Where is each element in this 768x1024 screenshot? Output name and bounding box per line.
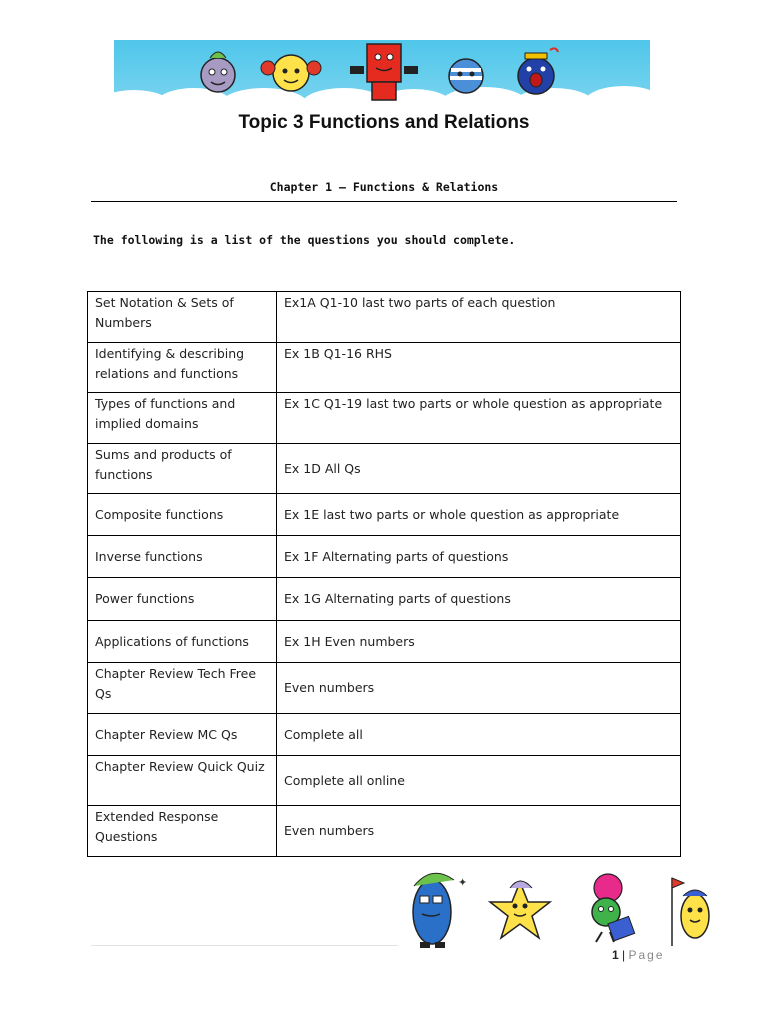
character-yellow-star	[490, 881, 550, 938]
topic-cell: Composite functions	[88, 494, 277, 536]
character-purple	[201, 52, 235, 92]
character-yellow-flag	[672, 878, 709, 946]
table-row	[88, 756, 681, 806]
topic-cell: Chapter Review Tech Free Qs	[88, 663, 277, 714]
topic-cell: Extended Response Questions	[88, 806, 277, 857]
task-cell: Ex 1C Q1-19 last two parts or whole question as appropriate	[277, 393, 681, 444]
chapter-heading: Chapter 1 – Functions & Relations	[269, 180, 499, 194]
page-separator: |	[622, 948, 626, 962]
table-row	[88, 663, 681, 714]
task-cell: Ex 1G Alternating parts of questions	[277, 578, 681, 621]
task-cell: Ex 1D All Qs	[277, 444, 681, 494]
table-row	[88, 343, 681, 393]
page-number: 1	[612, 948, 619, 962]
page-title: Topic 3 Functions and Relations	[238, 112, 530, 133]
heading-divider	[91, 201, 677, 202]
task-cell: Even numbers	[277, 806, 681, 857]
header-banner-image	[114, 40, 650, 112]
topic-cell: Identifying & describing relations and functions	[88, 343, 277, 393]
task-cell: Even numbers	[277, 663, 681, 714]
character-dark-blue	[518, 48, 558, 94]
table-row	[88, 578, 681, 621]
topic-cell: Power functions	[88, 578, 277, 621]
character-blue-tall	[413, 873, 467, 948]
task-cell: Ex1A Q1-10 last two parts of each question	[277, 292, 681, 343]
task-cell: Complete all	[277, 714, 681, 756]
topic-cell: Sums and products of functions	[88, 444, 277, 494]
character-yellow	[261, 55, 321, 91]
table-row	[88, 536, 681, 578]
table-row	[88, 806, 681, 857]
footer-divider	[91, 945, 398, 946]
table-row	[88, 393, 681, 444]
topic-cell: Inverse functions	[88, 536, 277, 578]
page-number-footer	[612, 948, 665, 962]
topic-cell: Set Notation & Sets of Numbers	[88, 292, 277, 343]
table-row	[88, 621, 681, 663]
task-cell: Ex 1E last two parts or whole question as appropriate	[277, 494, 681, 536]
task-cell: Ex 1H Even numbers	[277, 621, 681, 663]
topic-cell: Chapter Review Quick Quiz	[88, 756, 277, 806]
task-cell: Complete all online	[277, 756, 681, 806]
table-row	[88, 292, 681, 343]
svg-text:✦: ✦	[458, 876, 468, 889]
topic-cell: Applications of functions	[88, 621, 277, 663]
page-word: Page	[628, 948, 665, 962]
footer-characters-image	[400, 866, 730, 956]
task-cell: Ex 1F Alternating parts of questions	[277, 536, 681, 578]
question-table	[87, 291, 681, 857]
intro-text: The following is a list of the questions you should complete.	[93, 233, 516, 247]
table-row	[88, 444, 681, 494]
character-green	[592, 874, 635, 942]
table-row	[88, 714, 681, 756]
task-cell: Ex 1B Q1-16 RHS	[277, 343, 681, 393]
character-blue-bandaged	[449, 59, 483, 93]
topic-cell: Types of functions and implied domains	[88, 393, 277, 444]
topic-cell: Chapter Review MC Qs	[88, 714, 277, 756]
table-row	[88, 494, 681, 536]
